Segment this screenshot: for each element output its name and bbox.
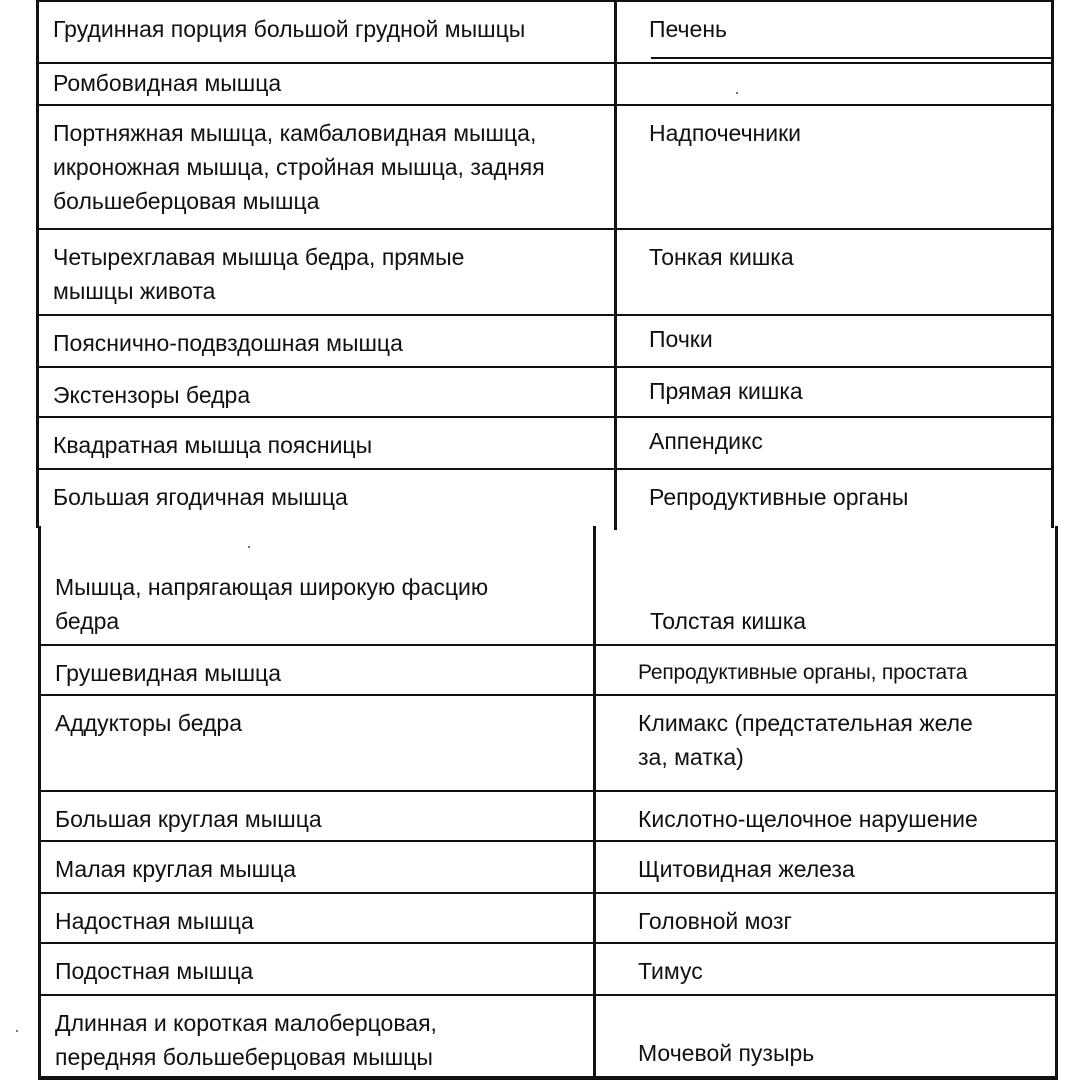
muscle-organ-table-bottom: [38, 526, 1058, 1080]
muscle-cell: [41, 996, 596, 1076]
muscle-text: Экстензоры бедра: [53, 382, 251, 408]
muscle-cell: [41, 646, 596, 694]
muscle-cell: [39, 470, 617, 530]
table-row: [39, 230, 1051, 316]
organ-text-line: за, матка): [638, 744, 744, 770]
muscle-text-line: Длинная и короткая малоберцовая,: [55, 1010, 437, 1036]
muscle-text: Квадратная мышца поясницы: [53, 432, 373, 458]
organ-cell: [617, 230, 1051, 314]
muscle-cell: [39, 316, 617, 366]
muscle-cell: [41, 526, 596, 644]
muscle-organ-table-top: [36, 0, 1054, 528]
organ-cell: [617, 106, 1051, 228]
organ-text: Мочевой пузырь: [638, 1040, 815, 1066]
muscle-text: Аддукторы бедра: [55, 710, 242, 736]
muscle-text: Большая ягодичная мышца: [53, 484, 348, 510]
table-row: [41, 526, 1055, 646]
table-row: [39, 368, 1051, 418]
muscle-text: Грушевидная мышца: [55, 660, 282, 686]
organ-cell: [596, 526, 1055, 644]
table-row: [41, 996, 1055, 1076]
table-row: [41, 944, 1055, 996]
table-row: [39, 2, 1051, 64]
muscle-text-line: Мышца, напрягающая широкую фасцию: [55, 574, 489, 600]
muscle-cell: [41, 894, 596, 942]
muscle-text: Надостная мышца: [55, 908, 254, 934]
table-row: [41, 696, 1055, 792]
organ-cell: [617, 368, 1051, 416]
organ-text: Прямая кишка: [649, 378, 803, 404]
organ-text: Головной мозг: [638, 908, 792, 934]
table-row: [41, 842, 1055, 894]
organ-text-line: Климакс (предстательная желе: [638, 710, 973, 736]
table-row: [39, 106, 1051, 230]
organ-cell: [596, 944, 1055, 994]
scan-speck: [248, 546, 250, 548]
organ-text: Надпочечники: [649, 120, 802, 146]
muscle-text-line: бедра: [55, 608, 120, 634]
organ-cell: [596, 792, 1055, 840]
muscle-text-line: передняя большеберцовая мышцы: [55, 1044, 433, 1070]
muscle-text-line: Портняжная мышца, камбаловидная мышца,: [53, 120, 537, 146]
organ-cell: [596, 646, 1055, 694]
muscle-cell: [39, 368, 617, 416]
muscle-cell: [41, 792, 596, 840]
table-row: [41, 894, 1055, 944]
table-row: [39, 316, 1051, 368]
table-row: [39, 64, 1051, 106]
organ-cell: [617, 64, 1051, 104]
organ-cell: [617, 418, 1051, 468]
organ-text: Тонкая кишка: [649, 244, 794, 270]
organ-cell: [617, 470, 1051, 530]
muscle-text: Большая круглая мышца: [55, 806, 322, 832]
muscle-text-line: большеберцовая мышца: [53, 188, 320, 214]
muscle-text: Малая круглая мышца: [55, 856, 297, 882]
organ-text: Почки: [649, 326, 713, 352]
organ-text: Репродуктивные органы, простата: [638, 661, 968, 684]
table-row: [39, 470, 1051, 530]
organ-text: Толстая кишка: [650, 608, 807, 634]
organ-text: Кислотно-щелочное нарушение: [638, 806, 978, 832]
table-row: [41, 792, 1055, 842]
muscle-text-line: мышцы живота: [53, 278, 216, 304]
muscle-cell: [39, 2, 617, 62]
muscle-cell: [41, 842, 596, 892]
muscle-cell: [39, 64, 617, 104]
muscle-text-line: Четырехглавая мышца бедра, прямые: [53, 244, 465, 270]
muscle-text-line: икроножная мышца, стройная мышца, задняя: [53, 154, 545, 180]
organ-text: Аппендикс: [649, 428, 763, 454]
organ-cell: [617, 316, 1051, 366]
muscle-text: Ромбовидная мышца: [53, 70, 282, 96]
muscle-cell: [39, 418, 617, 468]
organ-text: Репродуктивные органы: [649, 484, 909, 510]
organ-text: Тимус: [638, 958, 703, 984]
table-row: [39, 418, 1051, 470]
organ-cell: [596, 996, 1055, 1076]
organ-text: Щитовидная железа: [638, 856, 855, 882]
organ-cell: [596, 696, 1055, 790]
muscle-cell: [41, 696, 596, 790]
muscle-cell: [41, 944, 596, 994]
muscle-text: Грудинная порция большой грудной мышцы: [53, 16, 526, 42]
muscle-text: Подостная мышца: [55, 958, 254, 984]
organ-text: Печень: [649, 16, 728, 42]
organ-cell: [596, 842, 1055, 892]
scan-speck: [16, 1030, 18, 1032]
muscle-cell: [39, 106, 617, 228]
organ-cell: [596, 894, 1055, 942]
table-row: [41, 646, 1055, 696]
muscle-cell: [39, 230, 617, 314]
organ-cell: [617, 2, 1051, 62]
scan-speck: [736, 92, 738, 94]
muscle-text: Пояснично-подвздошная мышца: [53, 330, 403, 356]
